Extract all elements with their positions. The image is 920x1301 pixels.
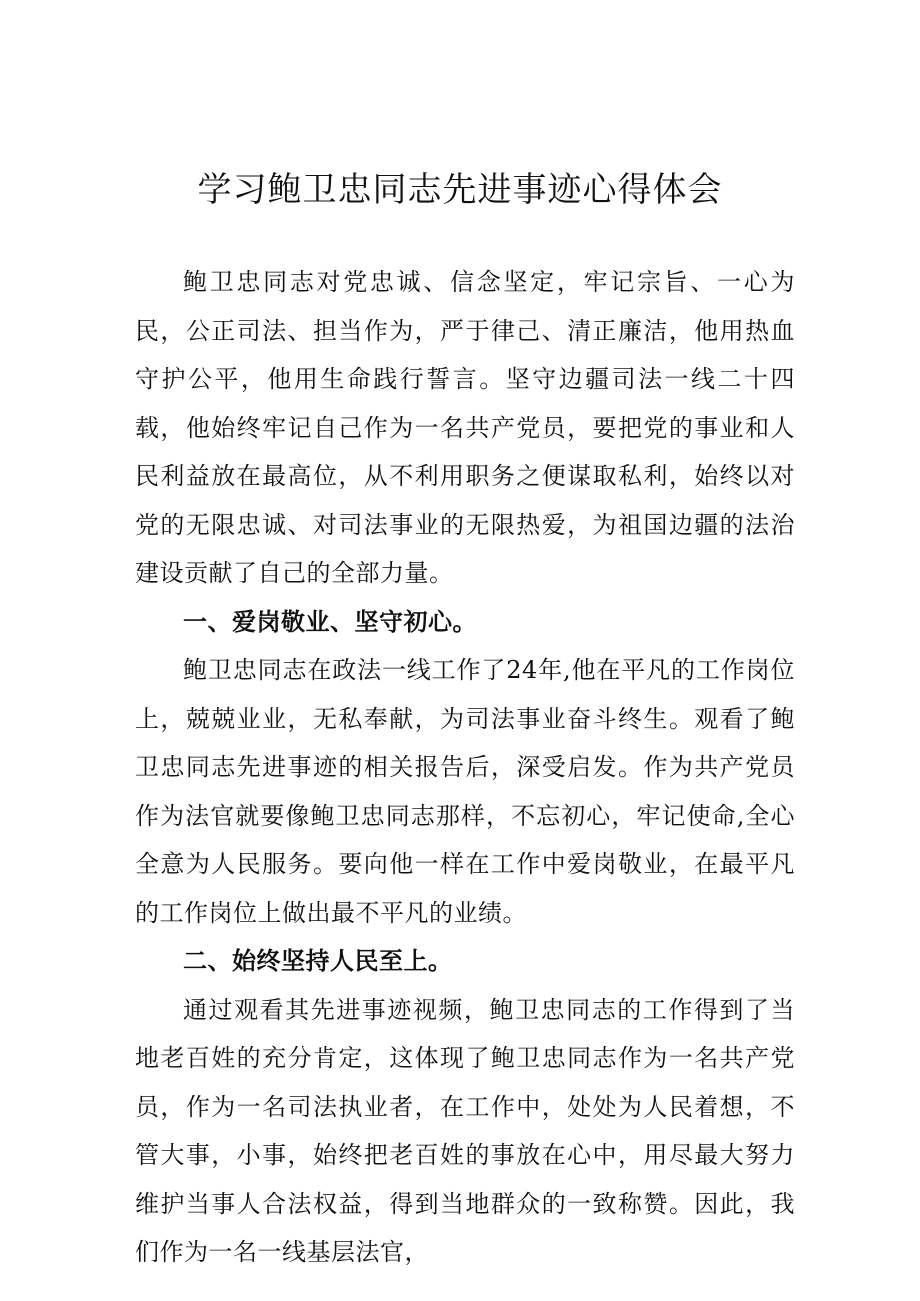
document-title: 学习鲍卫忠同志先进事迹心得体会 bbox=[197, 170, 723, 210]
section-heading-1: 一、爱岗敬业、坚守初心。 bbox=[183, 607, 477, 636]
paragraph-intro: 鲍卫忠同志对党忠诚、信念坚定，牢记宗旨、一心为民，公正司法、担当作为，严于律己、清正廉洁，他用热血守护公平，他用生命践行誓言。坚守边疆司法一线二十四载，他始终牢记自己作为一名共产党员，要把党的事业和人民利益放在最高位，从不利用职务之便谋取私利，始终以对党的无限忠诚、对司法事业的无限热爱，为祖国边疆的法治建设贡献了自己的全部力量。 bbox=[135, 268, 795, 587]
document-body bbox=[135, 258, 795, 1277]
paragraph-section-1: 鲍卫忠同志在政法一线工作了24年,他在平凡的工作岗位上，兢兢业业，无私奉献，为司法事业奋斗终生。观看了鲍卫忠同志先进事迹的相关报告后，深受启发。作为共产党员作为法官就要像鲍卫忠同志那样，不忘初心，牢记使命,全心全意为人民服务。要向他一样在工作中爱岗敬业，在最平凡的工作岗位上做出最不平凡的业绩。 bbox=[135, 656, 795, 927]
section-heading-2: 二、始终坚持人民至上。 bbox=[183, 947, 453, 975]
paragraph-section-2: 通过观看其先进事迹视频，鲍卫忠同志的工作得到了当地老百姓的充分肯定，这体现了鲍卫忠同志作为一名共产党员，作为一名司法执业者，在工作中，处处为人民着想，不管大事，小事，始终把老百姓的事放在心中，用尽最大努力维护当事人合法权益，得到当地群众的一致称赞。因此，我们作为一名一线基层法官， bbox=[135, 995, 795, 1266]
